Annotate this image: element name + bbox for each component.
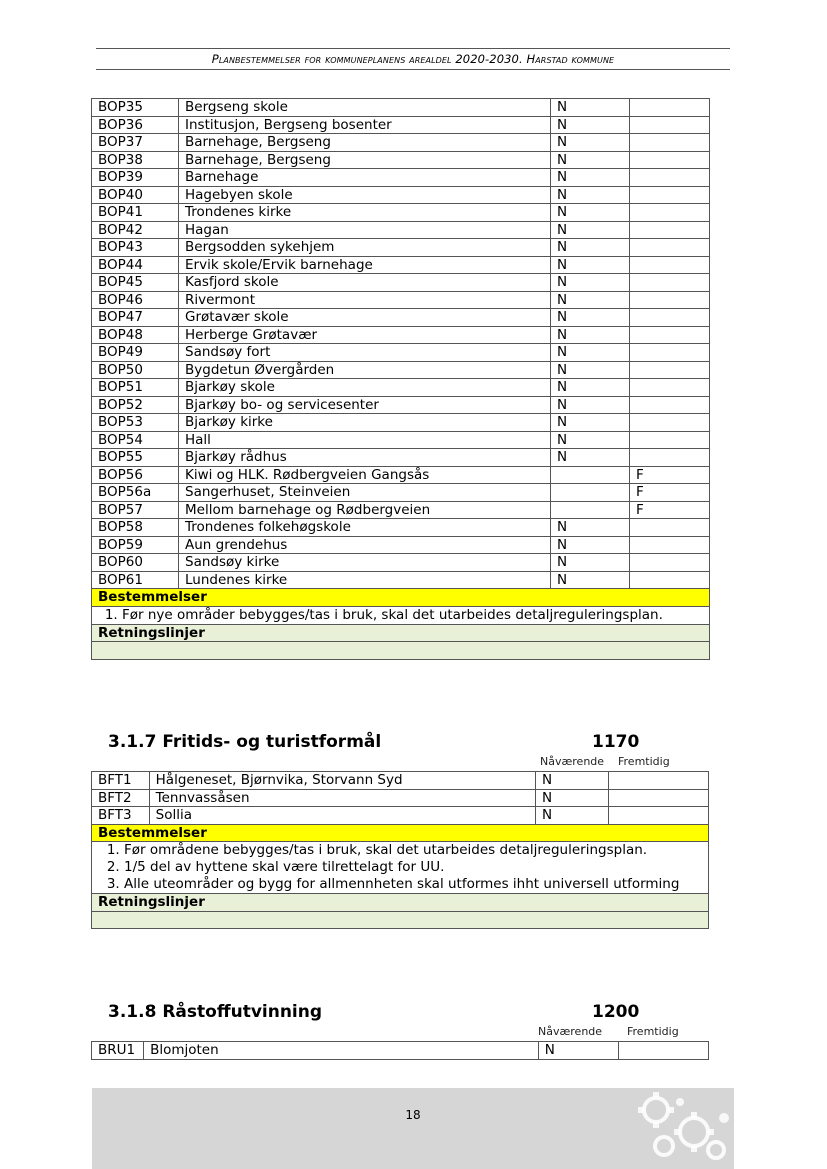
cell-code: BOP59 [92,536,179,554]
cell-code: BOP41 [92,204,179,222]
cell-name: Institusjon, Bergseng bosenter [179,116,551,134]
cell-current: N [551,344,630,362]
cell-future [630,221,710,239]
rules-cell [92,842,709,894]
table-row [92,204,710,222]
rule-item: 1. Før områdene bebygges/tas i bruk, skal det utarbeides detaljreguleringsplan. [124,842,702,859]
cell-future [630,291,710,309]
cell-future [630,274,710,292]
cell-name: Herberge Grøtavær [179,326,551,344]
cell-current: N [538,1042,618,1060]
table-row [92,414,710,432]
cell-current: N [551,291,630,309]
cell-current: N [551,326,630,344]
cell-name: Hagan [179,221,551,239]
cell-name: Trondenes kirke [179,204,551,222]
cell-current: N [551,449,630,467]
cell-current: N [551,361,630,379]
cell-future [630,414,710,432]
section-317-code: 1170 [592,732,640,752]
rules-cell [92,606,710,624]
cell-future [630,186,710,204]
table-row [92,554,710,572]
cell-name: Barnehage, Bergseng [179,134,551,152]
cell-current [551,501,630,519]
cell-code: BOP43 [92,239,179,257]
cell-code: BOP61 [92,571,179,589]
cell-future [608,807,708,825]
cell-code: BOP54 [92,431,179,449]
table-row [92,519,710,537]
table-row [92,449,710,467]
col-current-header: Nåværende [540,755,605,768]
rules-header: Bestemmelser [92,589,710,607]
cell-name: Sangerhuset, Steinveien [179,484,551,502]
table-row [92,326,710,344]
cell-code: BOP51 [92,379,179,397]
cell-current: N [551,414,630,432]
cell-code: BOP49 [92,344,179,362]
cell-future [618,1042,708,1060]
cell-future: F [630,501,710,519]
cell-name: Trondenes folkehøgskole [179,519,551,537]
table-row [92,789,709,807]
cell-future [630,361,710,379]
cell-current: N [551,431,630,449]
cell-code: BFT3 [92,807,150,825]
cell-code: BFT1 [92,772,150,790]
table-row [92,431,710,449]
cell-current: N [551,309,630,327]
cell-future [630,256,710,274]
cell-name: Bygdetun Øvergården [179,361,551,379]
cell-future [630,326,710,344]
table-row [92,116,710,134]
cell-code: BOP45 [92,274,179,292]
cell-name: Sandsøy fort [179,344,551,362]
cell-code: BOP39 [92,169,179,187]
table-row [92,99,710,117]
table-row [92,256,710,274]
table-row [92,536,710,554]
cell-name: Ervik skole/Ervik barnehage [179,256,551,274]
cell-name: Tennvassåsen [149,789,535,807]
cell-future [608,772,708,790]
cell-code: BOP46 [92,291,179,309]
cell-future [630,379,710,397]
cell-current: N [536,772,609,790]
table-row [92,151,710,169]
bru-table [91,1041,709,1060]
section-317-heading: 3.1.7 Fritids- og turistformål [108,732,382,752]
page-number: 18 [405,1108,421,1122]
cell-name: Rivermont [179,291,551,309]
cell-current: N [551,256,630,274]
cell-name: Sandsøy kirke [179,554,551,572]
cell-name: Aun grendehus [179,536,551,554]
cell-name: Sollia [149,807,535,825]
cell-future [630,151,710,169]
cell-future [608,789,708,807]
header-rule-top [96,48,730,49]
cell-code: BOP58 [92,519,179,537]
table-row [92,1042,709,1060]
page-header-title: Planbestemmelser for kommuneplanens arealdel 2020-2030. Harstad kommune [211,52,615,66]
cell-code: BRU1 [92,1042,144,1060]
cell-current: N [551,571,630,589]
cell-current: N [551,204,630,222]
cell-current: N [551,221,630,239]
section-318-code: 1200 [592,1002,640,1022]
table-row [92,186,710,204]
rule-item: 3. Alle uteområder og bygg for allmennheten skal utformes ihht universell utforming [124,876,702,893]
table-row [92,396,710,414]
table-row [92,484,710,502]
cell-name: Kasfjord skole [179,274,551,292]
cell-current: N [551,116,630,134]
cell-code: BOP55 [92,449,179,467]
cell-future [630,396,710,414]
table-row [92,239,710,257]
cell-code: BOP56 [92,466,179,484]
table-row [92,134,710,152]
col-current-header: Nåværende [538,1025,603,1038]
cell-current: N [551,554,630,572]
table-row [92,772,709,790]
col-future-header: Fremtidig [627,1025,679,1038]
cell-future [630,519,710,537]
col-future-header: Fremtidig [618,755,670,768]
table-row [92,379,710,397]
cell-code: BOP50 [92,361,179,379]
cell-current [551,484,630,502]
table-row [92,169,710,187]
cell-name: Bergseng skole [179,99,551,117]
cell-code: BOP57 [92,501,179,519]
cell-name: Mellom barnehage og Rødbergveien [179,501,551,519]
cell-future [630,554,710,572]
cell-name: Barnehage, Bergseng [179,151,551,169]
cell-future [630,134,710,152]
cell-current: N [536,807,609,825]
cell-current: N [551,99,630,117]
cell-name: Bjarkøy skole [179,379,551,397]
table-row [92,344,710,362]
cell-code: BOP53 [92,414,179,432]
cell-future [630,99,710,117]
table-row [92,807,709,825]
table-row [92,466,710,484]
table-row [92,361,710,379]
cell-future [630,449,710,467]
cell-code: BOP38 [92,151,179,169]
rule-item: 1. Før nye områder bebygges/tas i bruk, skal det utarbeides detaljreguleringsplan. [122,607,703,624]
cell-future [630,204,710,222]
cell-code: BOP36 [92,116,179,134]
rule-item: 2. 1/5 del av hyttene skal være tilrettelagt for UU. [124,859,702,876]
cell-current [551,466,630,484]
guidelines-header: Retningslinjer [92,624,710,642]
cell-name: Blomjoten [144,1042,539,1060]
bop-table [91,98,710,660]
cell-future [630,116,710,134]
cell-code: BOP60 [92,554,179,572]
guidelines-header: Retningslinjer [92,894,709,912]
guidelines-cell [92,642,710,660]
header-rule-bottom [96,69,730,70]
bft-table [91,771,709,929]
gear-cluster-icon [634,1088,734,1169]
table-row [92,309,710,327]
table-row [92,501,710,519]
cell-name: Kiwi og HLK. Rødbergveien Gangsås [179,466,551,484]
cell-current: N [536,789,609,807]
cell-name: Hall [179,431,551,449]
section-318-heading: 3.1.8 Råstoffutvinning [108,1002,323,1022]
cell-current: N [551,519,630,537]
cell-current: N [551,186,630,204]
cell-name: Lundenes kirke [179,571,551,589]
table-row [92,571,710,589]
cell-name: Grøtavær skole [179,309,551,327]
cell-future [630,239,710,257]
cell-future [630,571,710,589]
cell-name: Bjarkøy kirke [179,414,551,432]
cell-name: Bjarkøy bo- og servicesenter [179,396,551,414]
cell-code: BOP35 [92,99,179,117]
cell-future: F [630,466,710,484]
cell-code: BOP52 [92,396,179,414]
cell-current: N [551,536,630,554]
cell-future: F [630,484,710,502]
cell-current: N [551,274,630,292]
cell-code: BOP37 [92,134,179,152]
cell-future [630,309,710,327]
cell-code: BFT2 [92,789,150,807]
cell-current: N [551,169,630,187]
rules-header: Bestemmelser [92,824,709,842]
cell-future [630,169,710,187]
cell-name: Bjarkøy rådhus [179,449,551,467]
table-row [92,274,710,292]
guidelines-cell [92,911,709,929]
cell-current: N [551,151,630,169]
cell-current: N [551,396,630,414]
cell-code: BOP42 [92,221,179,239]
cell-code: BOP47 [92,309,179,327]
page-footer [92,1088,734,1169]
cell-current: N [551,134,630,152]
cell-future [630,431,710,449]
table-row [92,291,710,309]
cell-code: BOP40 [92,186,179,204]
cell-name: Bergsodden sykehjem [179,239,551,257]
cell-current: N [551,239,630,257]
cell-future [630,344,710,362]
cell-name: Hålgeneset, Bjørnvika, Storvann Syd [149,772,535,790]
cell-future [630,536,710,554]
cell-code: BOP48 [92,326,179,344]
cell-code: BOP56a [92,484,179,502]
cell-name: Barnehage [179,169,551,187]
table-row [92,221,710,239]
cell-name: Hagebyen skole [179,186,551,204]
cell-code: BOP44 [92,256,179,274]
cell-current: N [551,379,630,397]
